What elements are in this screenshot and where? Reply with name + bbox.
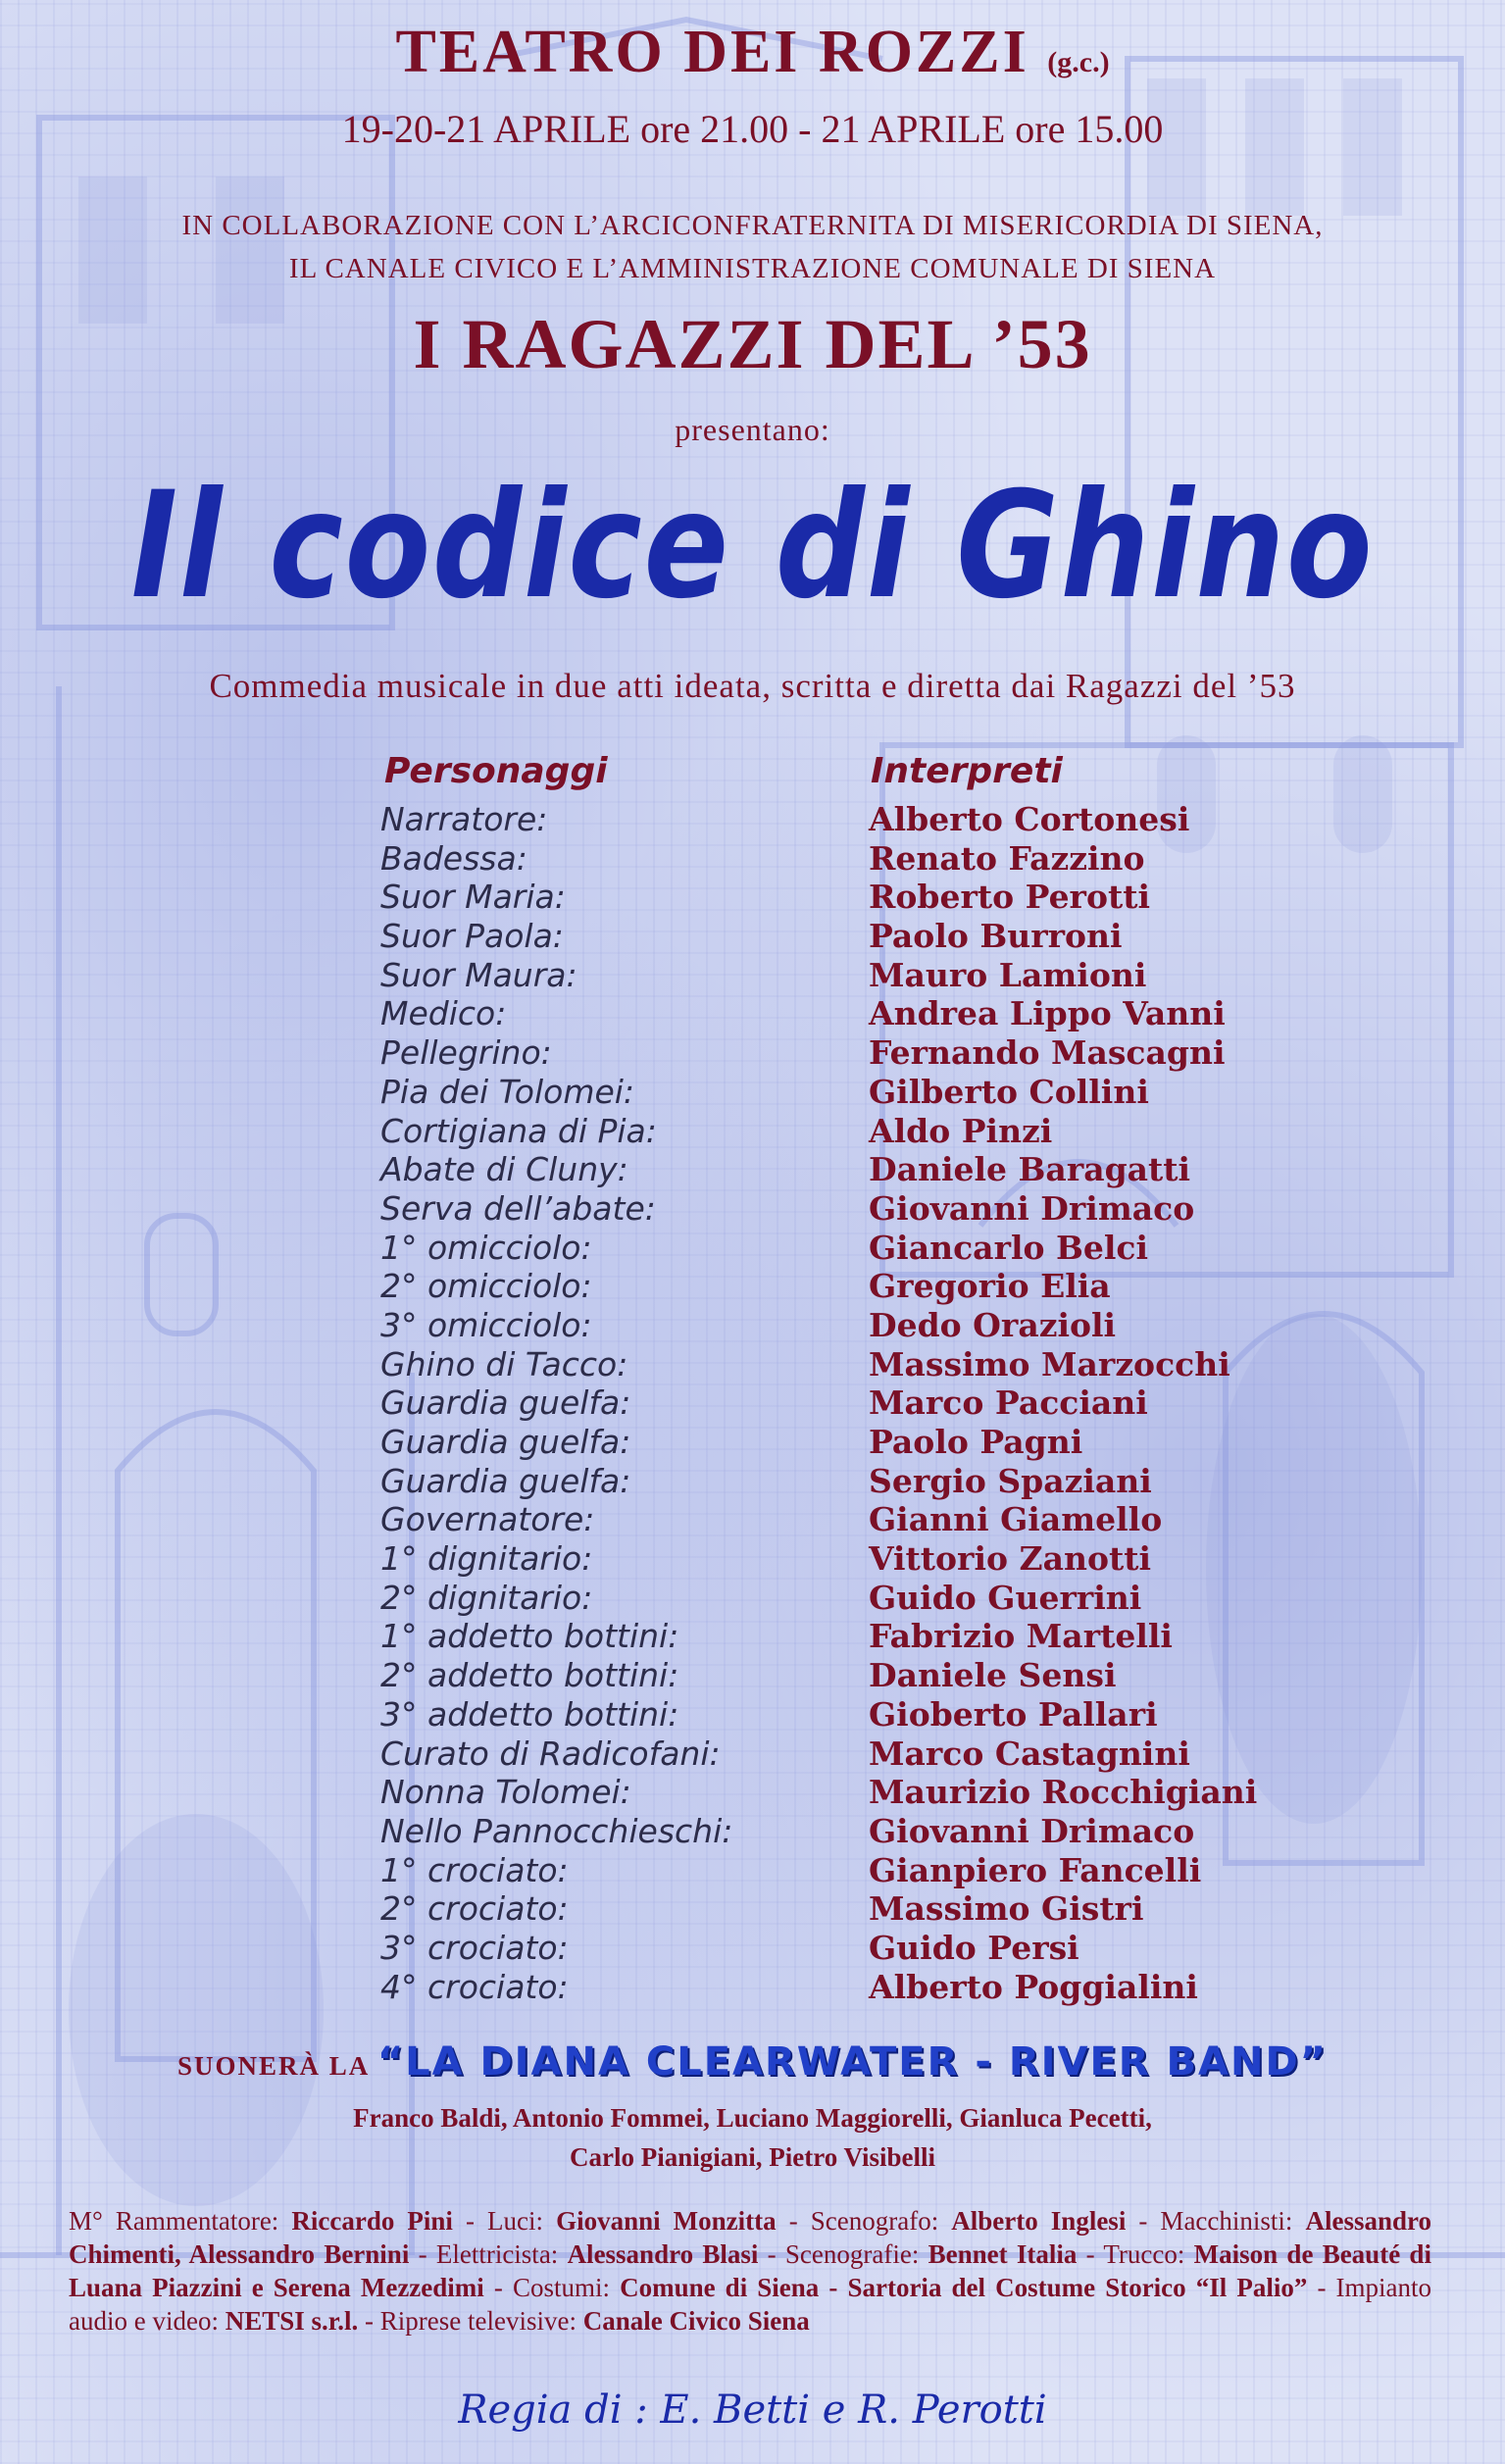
- credit-role: - Costumi:: [483, 2273, 621, 2302]
- character-name: Abate di Cluny:: [380, 1150, 628, 1189]
- actor-name: Gioberto Pallari: [869, 1694, 1158, 1734]
- actor-name: Daniele Baragatti: [869, 1150, 1191, 1189]
- actor-name: Daniele Sensi: [869, 1656, 1117, 1695]
- character-name: Suor Paola:: [380, 917, 564, 956]
- credit-role: - Trucco:: [1077, 2239, 1194, 2269]
- actor-name: Massimo Gistri: [869, 1889, 1144, 1929]
- actor-name: Fernando Mascagni: [869, 1033, 1226, 1073]
- character-name: Governatore:: [380, 1500, 595, 1539]
- actor-name: Giovanni Drimaco: [869, 1811, 1195, 1850]
- actors-list: [869, 800, 1379, 2006]
- credit-person: Alberto Inglesi: [951, 2206, 1127, 2236]
- character-name: Badessa:: [380, 838, 527, 878]
- actor-name: Paolo Pagni: [869, 1423, 1083, 1461]
- character-name: Pellegrino:: [380, 1033, 552, 1073]
- character-name: 1° crociato:: [380, 1850, 569, 1889]
- credit-role: - Scenografie:: [758, 2239, 928, 2269]
- credit-role: - Macchinisti:: [1126, 2206, 1306, 2236]
- character-name: Cortigiana di Pia:: [380, 1111, 657, 1150]
- band-line: [0, 2039, 1505, 2085]
- actor-name: Alberto Poggialini: [869, 1967, 1198, 2006]
- actor-name: Marco Pacciani: [869, 1383, 1148, 1423]
- show-subtitle: Commedia musicale in due atti ideata, scritta e diretta dai Ragazzi del ’53: [209, 667, 1296, 705]
- collaboration-line-1: IN COLLABORAZIONE CON L’ARCICONFRATERNITA DI MISERICORDIA DI SIENA,: [181, 210, 1324, 241]
- actor-name: Roberto Perotti: [869, 878, 1150, 917]
- character-name: Narratore:: [380, 800, 548, 838]
- actor-name: Sergio Spaziani: [869, 1461, 1152, 1500]
- actor-name: Fabrizio Martelli: [869, 1617, 1173, 1656]
- character-name: 1° omicciolo:: [380, 1228, 592, 1267]
- actor-name: Gianpiero Fancelli: [869, 1850, 1202, 1889]
- actor-name: Aldo Pinzi: [869, 1111, 1053, 1150]
- characters-heading: Personaggi: [384, 751, 608, 791]
- credit-person: Bennet Italia: [928, 2239, 1078, 2269]
- character-name: Ghino di Tacco:: [380, 1344, 628, 1383]
- band-label: SUONERÀ LA: [177, 2051, 371, 2081]
- actor-name: Guido Guerrini: [869, 1578, 1142, 1617]
- presents-label: presentano:: [675, 412, 830, 447]
- group-name: I RAGAZZI DEL ’53: [413, 305, 1092, 383]
- collaboration-line-2: IL CANALE CIVICO E L’AMMINISTRAZIONE COMUNALE DI SIENA: [288, 253, 1217, 284]
- performance-dates: 19-20-21 APRILE ore 21.00 - 21 APRILE ore 15.00: [341, 107, 1164, 151]
- credit-role: - Impianto audio e video:: [69, 2273, 1432, 2336]
- character-name: 2° addetto bottini:: [380, 1656, 679, 1695]
- credit-role: - Luci:: [452, 2206, 557, 2236]
- credit-role: - Elettricista:: [409, 2239, 568, 2269]
- actor-name: Alberto Cortonesi: [869, 800, 1190, 838]
- character-name: Suor Maura:: [380, 955, 577, 994]
- credit-person: Alessandro Blasi: [567, 2239, 759, 2269]
- character-name: Pia dei Tolomei:: [380, 1072, 635, 1111]
- show-title: Il codice di Ghino: [130, 461, 1375, 631]
- band-members: [0, 2098, 1505, 2177]
- direction-credit: Regia di : E. Betti e R. Perotti: [458, 2388, 1047, 2433]
- theatre-name: TEATRO DEI ROZZI: [395, 19, 1029, 85]
- actor-name: Renato Fazzino: [869, 838, 1145, 878]
- theatre-note: (g.c.): [1047, 46, 1110, 78]
- credit-person: NETSI s.r.l.: [225, 2306, 359, 2336]
- crew-credits: [69, 2204, 1431, 2338]
- character-name: Medico:: [380, 994, 507, 1033]
- actors-heading: Interpreti: [871, 751, 1063, 791]
- theatre-heading: [0, 18, 1505, 87]
- actor-name: Giovanni Drimaco: [869, 1188, 1195, 1228]
- band-name: “LA DIANA CLEARWATER - RIVER BAND”: [376, 2039, 1328, 2085]
- character-name: Guardia guelfa:: [380, 1461, 631, 1500]
- character-name: 4° crociato:: [380, 1967, 569, 2006]
- actor-name: Giancarlo Belci: [869, 1228, 1149, 1267]
- credit-person: Alessandro Chimenti, Alessandro Bernini: [69, 2206, 1431, 2269]
- credit-person: Riccardo Pini: [291, 2206, 453, 2236]
- band-members-line-2: Carlo Pianigiani, Pietro Visibelli: [569, 2142, 935, 2172]
- character-name: 2° crociato:: [380, 1889, 569, 1929]
- character-name: Suor Maria:: [380, 878, 566, 917]
- character-name: 2° omicciolo:: [380, 1267, 592, 1306]
- credit-role: M° Rammentatore:: [69, 2206, 292, 2236]
- credit-person: Giovanni Monzitta: [556, 2206, 777, 2236]
- actor-name: Mauro Lamioni: [869, 955, 1147, 994]
- character-name: Guardia guelfa:: [380, 1383, 631, 1423]
- actor-name: Paolo Burroni: [869, 917, 1123, 956]
- actor-name: Gianni Giamello: [869, 1500, 1163, 1539]
- actor-name: Maurizio Rocchigiani: [869, 1773, 1258, 1812]
- actor-name: Marco Castagnini: [869, 1734, 1190, 1773]
- character-name: 1° addetto bottini:: [380, 1617, 679, 1656]
- actor-name: Vittorio Zanotti: [869, 1539, 1151, 1579]
- character-name: Guardia guelfa:: [380, 1423, 631, 1461]
- character-name: 3° crociato:: [380, 1928, 569, 1967]
- actor-name: Gilberto Collini: [869, 1072, 1149, 1111]
- character-name: Serva dell’abate:: [380, 1188, 656, 1228]
- character-name: 3° addetto bottini:: [380, 1694, 679, 1734]
- actor-name: Gregorio Elia: [869, 1267, 1111, 1306]
- credit-person: Maison de Beauté di Luana Piazzini e Serena Mezzedimi: [69, 2239, 1431, 2302]
- character-name: 3° omicciolo:: [380, 1305, 592, 1344]
- character-name: Curato di Radicofani:: [380, 1734, 721, 1773]
- credit-role: - Scenografo:: [776, 2206, 952, 2236]
- collaboration-text: [0, 204, 1505, 290]
- credit-role: - Riprese televisive:: [358, 2306, 583, 2336]
- characters-list: [380, 800, 841, 2006]
- character-name: Nonna Tolomei:: [380, 1773, 631, 1812]
- actor-name: Andrea Lippo Vanni: [869, 994, 1226, 1033]
- band-members-line-1: Franco Baldi, Antonio Fommei, Luciano Maggiorelli, Gianluca Pecetti,: [353, 2103, 1152, 2133]
- character-name: Nello Pannocchieschi:: [380, 1811, 733, 1850]
- character-name: 2° dignitario:: [380, 1578, 593, 1617]
- actor-name: Massimo Marzocchi: [869, 1344, 1230, 1383]
- credit-person: Comune di Siena - Sartoria del Costume Storico “Il Palio”: [620, 2273, 1308, 2302]
- character-name: 1° dignitario:: [380, 1539, 593, 1579]
- actor-name: Dedo Orazioli: [869, 1305, 1117, 1344]
- credit-person: Canale Civico Siena: [582, 2306, 810, 2336]
- actor-name: Guido Persi: [869, 1928, 1079, 1967]
